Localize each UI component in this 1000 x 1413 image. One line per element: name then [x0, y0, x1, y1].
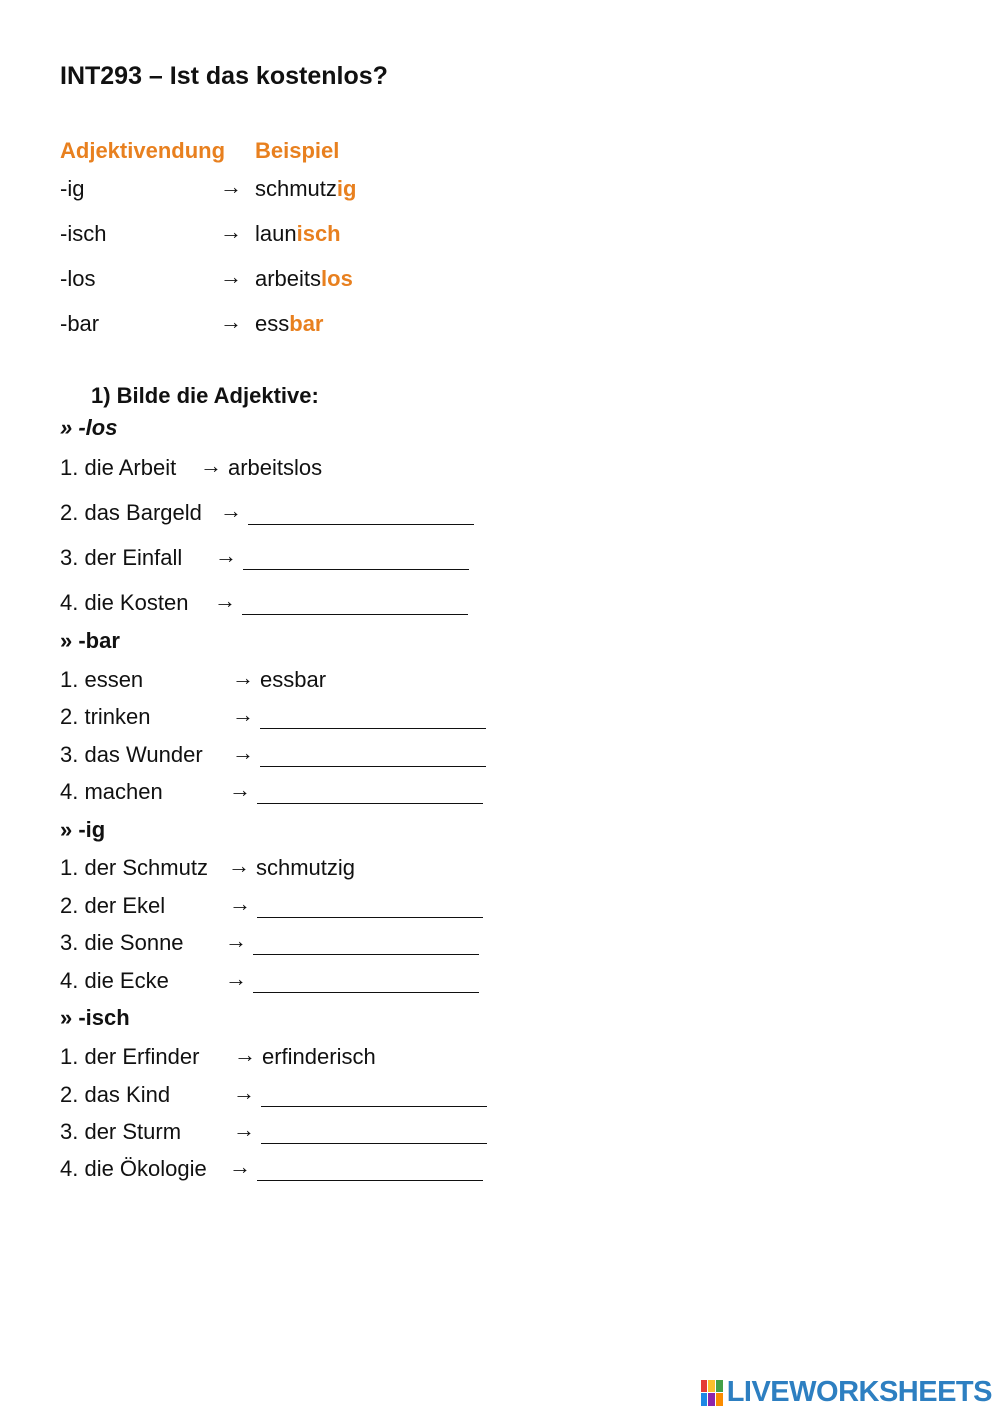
section-label: » -los	[60, 415, 118, 440]
exercise-word: 2. das Kind	[60, 1082, 171, 1107]
col-header-ending: Adjektivendung	[60, 138, 226, 163]
example-stem: arbeits	[255, 266, 322, 291]
answer-blank[interactable]	[253, 934, 479, 955]
intro-ending: -bar	[60, 311, 100, 336]
arrow-icon: →	[220, 264, 242, 289]
intro-example	[255, 221, 341, 247]
arrow-icon: →	[220, 174, 242, 199]
page-title: INT293 – Ist das kostenlos?	[60, 62, 388, 90]
exercise-word: 1. essen	[60, 667, 144, 692]
answer-blank[interactable]	[248, 504, 474, 525]
arrow-icon: →	[232, 665, 254, 690]
exercise-word: 4. die Ecke	[60, 968, 169, 993]
example-stem: schmutz	[255, 176, 337, 201]
answer-blank[interactable]	[261, 1086, 487, 1107]
example-suffix: ig	[336, 176, 357, 201]
arrow-icon: →	[234, 1042, 256, 1067]
arrow-icon: →	[225, 966, 247, 991]
intro-ending: -los	[60, 266, 96, 291]
exercise-word: 3. das Wunder	[60, 742, 203, 767]
exercise-word: 4. die Ökologie	[60, 1156, 207, 1181]
arrow-icon: →	[229, 1154, 251, 1179]
arrow-icon: →	[215, 543, 237, 568]
answer-blank[interactable]	[257, 1160, 483, 1181]
arrow-icon: →	[229, 891, 251, 916]
intro-example	[255, 311, 324, 337]
exercise-word: 2. der Ekel	[60, 893, 166, 918]
arrow-icon: →	[232, 740, 254, 765]
answer-blank[interactable]	[260, 746, 486, 767]
example-answer: erfinderisch	[262, 1044, 376, 1069]
exercise-word: 3. die Sonne	[60, 930, 184, 955]
example-stem: ess	[255, 311, 290, 336]
section-label: » -ig	[60, 817, 106, 842]
arrow-icon: →	[220, 219, 242, 244]
section-label: » -isch	[60, 1005, 130, 1030]
answer-blank[interactable]	[261, 1123, 487, 1144]
exercise-word: 4. machen	[60, 779, 163, 804]
answer-blank[interactable]	[260, 708, 486, 729]
answer-blank[interactable]	[257, 783, 483, 804]
example-answer: essbar	[260, 667, 327, 692]
col-header-example: Beispiel	[255, 138, 340, 163]
intro-example	[255, 266, 353, 292]
exercise-word: 1. der Schmutz	[60, 855, 208, 880]
example-suffix: bar	[289, 311, 324, 336]
example-answer: schmutzig	[256, 855, 356, 880]
arrow-icon: →	[214, 588, 236, 613]
exercise-word: 2. trinken	[60, 704, 151, 729]
arrow-icon: →	[220, 309, 242, 334]
arrow-icon: →	[232, 702, 254, 727]
exercise-word: 1. die Arbeit	[60, 455, 177, 480]
intro-example	[255, 176, 356, 202]
task-heading: 1) Bilde die Adjektive:	[91, 383, 319, 408]
exercise-word: 3. der Sturm	[60, 1119, 182, 1144]
example-suffix: isch	[296, 221, 341, 246]
exercise-word: 1. der Erfinder	[60, 1044, 200, 1069]
arrow-icon: →	[233, 1080, 255, 1105]
answer-blank[interactable]	[257, 897, 483, 918]
answer-blank[interactable]	[243, 549, 469, 570]
arrow-icon: →	[200, 453, 222, 478]
arrow-icon: →	[229, 777, 251, 802]
intro-ending: -ig	[60, 176, 85, 201]
liveworksheets-logo-icon	[701, 1380, 723, 1406]
exercise-word: 3. der Einfall	[60, 545, 183, 570]
intro-ending: -isch	[60, 221, 107, 246]
exercise-word: 4. die Kosten	[60, 590, 189, 615]
liveworksheets-logo	[701, 1376, 992, 1409]
arrow-icon: →	[228, 853, 250, 878]
answer-blank[interactable]	[242, 594, 468, 615]
example-answer: arbeitslos	[228, 455, 323, 480]
exercise-word: 2. das Bargeld	[60, 500, 202, 525]
arrow-icon: →	[220, 498, 242, 523]
arrow-icon: →	[233, 1117, 255, 1142]
example-suffix: los	[321, 266, 353, 291]
example-stem: laun	[255, 221, 297, 246]
section-label: » -bar	[60, 628, 120, 653]
logo-text: LIVEWORKSHEETS	[726, 1376, 992, 1408]
arrow-icon: →	[225, 928, 247, 953]
answer-blank[interactable]	[253, 972, 479, 993]
